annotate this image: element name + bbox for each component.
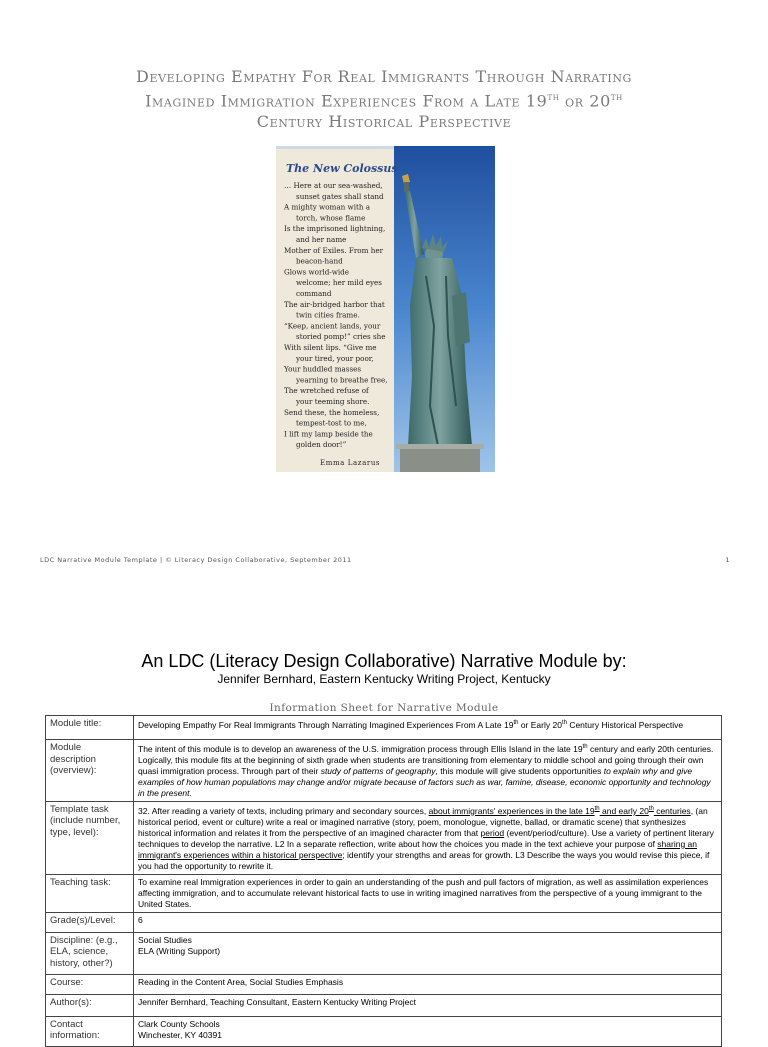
table-row xyxy=(46,974,722,994)
template-task-label: Template task (include number, type, level): xyxy=(46,801,134,874)
info-table xyxy=(45,715,722,1047)
poem-line: and her name xyxy=(296,235,347,244)
author-label: Author(s): xyxy=(46,994,134,1016)
poem-line: “Keep, ancient lands, your xyxy=(284,321,381,331)
page-footer xyxy=(40,556,730,564)
poem-line: your teeming shore. xyxy=(296,397,370,406)
table-row xyxy=(46,801,722,874)
poem-title: The New Colossus xyxy=(286,162,398,175)
contact-value: Clark County Schools Winchester, KY 40391 xyxy=(134,1016,722,1046)
poem-line: yearning to breathe free, xyxy=(296,375,388,385)
table-row xyxy=(46,716,722,740)
poem-line: your tired, your poor, xyxy=(296,353,374,363)
poem-line: command xyxy=(296,289,332,298)
info-sheet-heading: Information Sheet for Narrative Module xyxy=(269,702,499,714)
module-byline: Jennifer Bernhard, Eastern Kentucky Writing Project, Kentucky xyxy=(217,672,551,686)
new-colossus-poster xyxy=(276,146,495,472)
poem-line: The wretched refuse of xyxy=(284,386,369,396)
cover-title-line2: Imagined Immigration Experiences From a Late 19th or 20th xyxy=(145,91,623,111)
table-row xyxy=(46,874,722,912)
contact-label: Contact information: xyxy=(46,1016,134,1046)
author-value: Jennifer Bernhard, Teaching Consultant, Eastern Kentucky Writing Project xyxy=(134,994,722,1016)
template-task-value: 32. After reading a variety of texts, including primary and secondary sources, about immigrants' experiences in the late 19th and early 20th centuries, (an historical period, event or culture) write a real or imagined narrative (story, poem, monologue, vignette, ballad, or dramatic scene) that synthesizes historical information and relates it from the perspective of an imagined character from that period (event/period/culture). Use a variety of pertinent literary techniques to develop the narrative. L2 In a separate reflection, write about how the choices you made in the text achieve your purpose of sharing an immigrant's experiences within a historical perspective; identify your strengths and areas for growth. L3 Describe the ways you would revise this piece, if you had the opportunity to rewrite it. xyxy=(134,801,722,874)
poem-line: storied pomp!” cries she xyxy=(296,332,386,342)
module-heading: An LDC (Literacy Design Collaborative) Narrative Module by: xyxy=(141,651,627,671)
poem-line: sunset gates shall stand xyxy=(296,191,384,201)
page-number: 1 xyxy=(725,556,730,564)
poem-line: torch, whose flame xyxy=(296,213,366,223)
table-row xyxy=(46,932,722,974)
poem-line: A mighty woman with a xyxy=(284,202,371,212)
module-description-label: Module description (overview): xyxy=(46,740,134,802)
poem-line: With silent lips. “Give me xyxy=(284,343,377,352)
grade-value: 6 xyxy=(134,912,722,932)
poem-author: Emma Lazarus xyxy=(320,459,381,467)
course-value: Reading in the Content Area, Social Studies Emphasis xyxy=(134,974,722,994)
table-row xyxy=(46,912,722,932)
poem-line: Your huddled masses xyxy=(284,364,362,374)
cover-title-line3: Century Historical Perspective xyxy=(256,112,512,132)
poem-line: … Here at our sea-washed, xyxy=(284,181,383,190)
poem-line: tempest-tost to me, xyxy=(296,418,367,428)
teaching-task-label: Teaching task: xyxy=(46,874,134,912)
poem-line: Glows world-wide xyxy=(284,267,350,277)
module-title-label: Module title: xyxy=(46,716,134,740)
table-row xyxy=(46,994,722,1016)
poem-line: Send these, the homeless, xyxy=(284,407,380,417)
module-title-value: Developing Empathy For Real Immigrants Through Narrating Imagined Experiences From A Late 19th or Early 20th Century Historical Perspective xyxy=(134,716,722,740)
poem-line: Is the imprisoned lightning, xyxy=(284,224,386,234)
grade-label: Grade(s)/Level: xyxy=(46,912,134,932)
course-label: Course: xyxy=(46,974,134,994)
cover-title-line1: Developing Empathy For Real Immigrants Through Narrating xyxy=(136,67,632,86)
poem-line: The air-bridged harbor that xyxy=(284,299,385,309)
table-row xyxy=(46,740,722,802)
poem-line: twin cities frame. xyxy=(296,310,360,320)
discipline-label: Discipline: (e.g., ELA, science, history, other?) xyxy=(46,932,134,974)
teaching-task-value: To examine real Immigration experiences in order to gain an understanding of the push and pull factors of migration, as well as assimilation experiences affecting immigration, and to accumulate relevant historical facts to use in writing imagined narratives from the perspective of a young immigrant to the United States. xyxy=(134,874,722,912)
poem-line: golden door!” xyxy=(296,440,347,450)
poem-line: welcome; her mild eyes xyxy=(296,278,382,288)
discipline-value: Social Studies ELA (Writing Support) xyxy=(134,932,722,974)
footer-text: LDC Narrative Module Template | © Literacy Design Collaborative, September 2011 xyxy=(40,556,352,564)
poem-line: I lift my lamp beside the xyxy=(284,429,373,439)
cover-title xyxy=(0,66,768,132)
table-row xyxy=(46,1016,722,1046)
poem-line: Mother of Exiles. From her xyxy=(284,245,384,255)
poem-line: beacon-hand xyxy=(296,256,343,266)
module-description-value: The intent of this module is to develop an awareness of the U.S. immigration process through Ellis Island in the late 19th century and early 20th centuries. Logically, this module fits at the beginning of sixth grade when students are transitioning from elementary to middle school and going through their own quasi immigration process. Through part of their study of patterns of geography, this module will give students opportunities to explain why and give examples of how human populations may change and/or migrate because of factors such as war, famine, disease, economic opportunity and technology in the present. xyxy=(134,740,722,802)
